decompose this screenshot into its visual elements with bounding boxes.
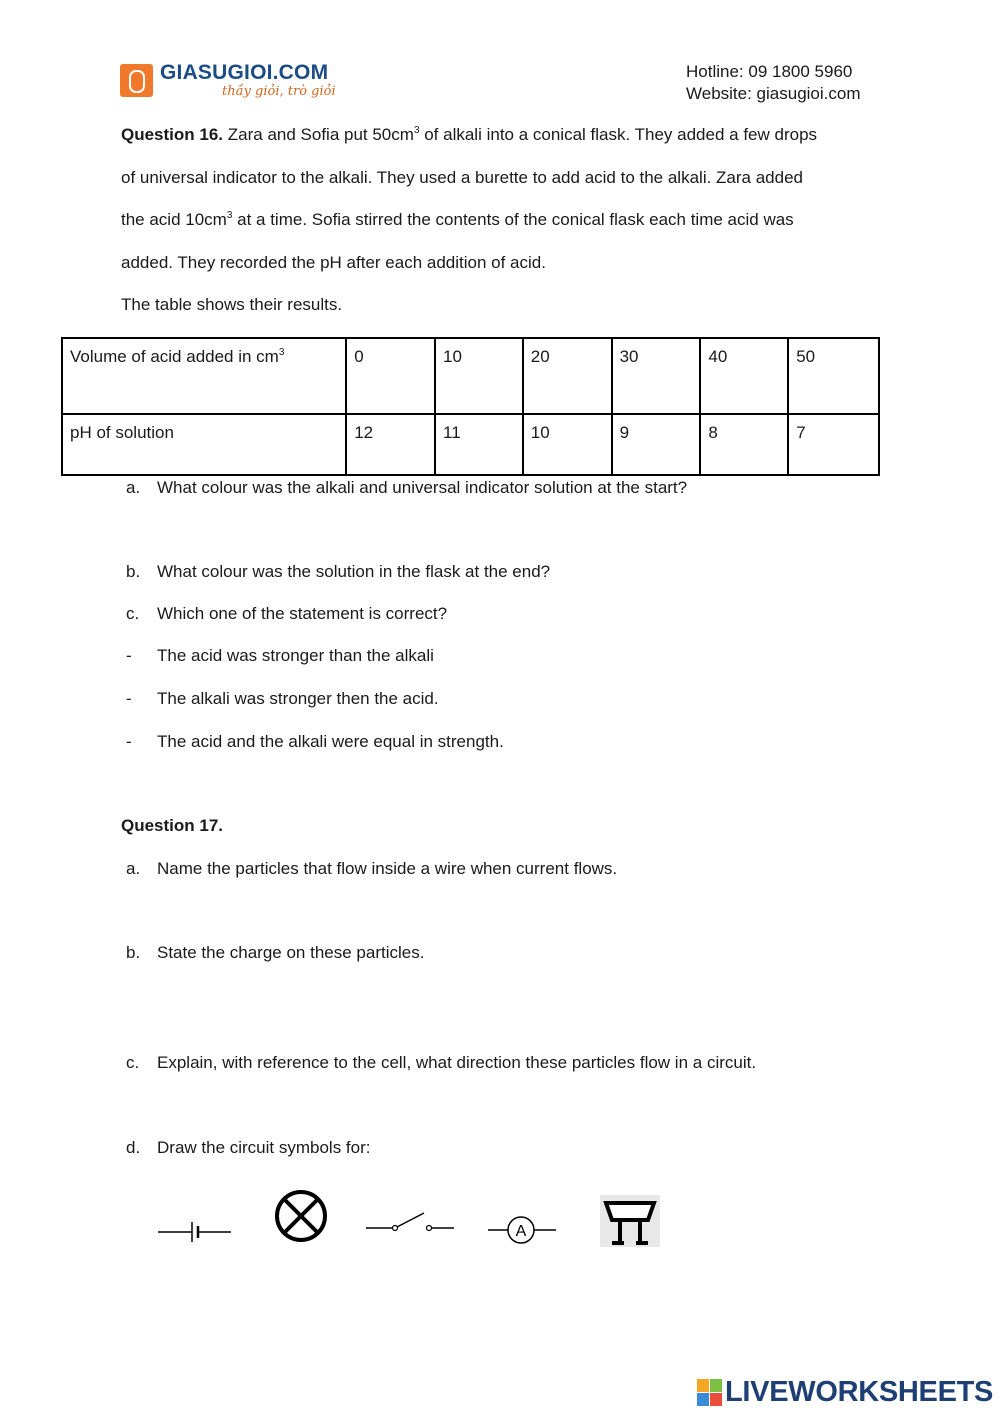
q16-text: Zara and Sofia put 50cm [227,125,414,144]
volume-cell: 10 [435,338,523,414]
q16-heading: Question 16. [121,125,224,144]
q17-part-a [126,859,617,879]
q17-heading-text: Question 17. [121,816,224,835]
part-label: c. [126,1053,140,1072]
watermark-text: LIVEWORKSHEETS [725,1376,994,1408]
brand-name: GIASUGIOI.COM [160,61,329,84]
q16-line-2: of universal indicator to the alkali. They used a burette to add acid to the alkali. Zara added [121,168,803,187]
part-label: b. [126,943,141,962]
website: Website: giasugioi.com [686,84,861,103]
q16-line-3 [121,210,794,230]
option-text: The alkali was stronger then the acid. [157,689,439,708]
volume-cell: 20 [523,338,612,414]
superscript: 3 [278,347,285,358]
part-text: What colour was the solution in the flask at the end? [157,562,551,581]
ph-cell: 9 [612,414,701,475]
brand-logo [120,60,360,108]
part-text: What colour was the alkali and universal indicator solution at the start? [157,478,688,497]
superscript: 3 [413,125,420,136]
option-bullet: - [126,689,132,708]
ph-header-cell: pH of solution [62,414,346,475]
part-text: Explain, with reference to the cell, what direction these particles flow in a circuit. [157,1053,757,1072]
cup-symbol-icon [600,1185,660,1250]
q17-part-c [126,1053,756,1073]
results-table [61,337,880,476]
q16-part-c [126,604,447,624]
volume-cell: 50 [788,338,879,414]
hotline: Hotline: 09 1800 5960 [686,62,853,81]
volume-header-cell [62,338,346,414]
part-text: Which one of the statement is correct? [157,604,448,623]
switch-symbol-icon [363,1185,458,1275]
q16-part-a [126,478,687,498]
q16-option [126,646,434,666]
q16-text: at a time. Sofia stirred the contents of the conical flask each time acid was [232,210,794,229]
volume-cell: 0 [346,338,435,414]
q16-option [126,689,439,709]
liveworksheets-logo-icon [697,1379,723,1409]
q17-part-b [126,943,424,963]
option-bullet: - [126,732,132,751]
superscript: 3 [226,210,233,221]
ph-cell: 11 [435,414,523,475]
volume-label: Volume of acid added in cm [70,347,279,366]
brand-tagline: thầy giỏi, trò giỏi [222,84,336,99]
ammeter-symbol-icon [485,1185,560,1275]
q16-text: of alkali into a conical flask. They added a few drops [419,125,818,144]
option-text: The acid was stronger than the alkali [157,646,434,665]
part-label: b. [126,562,141,581]
ammeter-letter: A [515,1223,527,1240]
contact-info [686,61,861,105]
option-bullet: - [126,646,132,665]
q16-option [126,732,504,752]
q16-line-1 [121,125,817,145]
option-text: The acid and the alkali were equal in strength. [157,732,504,751]
ph-cell: 8 [700,414,788,475]
part-label: a. [126,859,141,878]
ph-cell: 7 [788,414,879,475]
part-label: c. [126,604,140,623]
table-row [62,414,879,475]
ph-cell: 10 [523,414,612,475]
q17-part-d [126,1138,371,1158]
paperclip-logo-icon [120,64,153,97]
part-text: Draw the circuit symbols for: [157,1138,371,1157]
q16-text: the acid 10cm [121,210,227,229]
q16-line-4: added. They recorded the pH after each addition of acid. [121,253,546,272]
ph-cell: 12 [346,414,435,475]
lamp-symbol-icon [270,1185,335,1250]
cell-symbol-icon [155,1185,235,1275]
volume-cell: 30 [612,338,701,414]
q17-heading [121,816,223,836]
part-label: a. [126,478,141,497]
q16-part-b [126,562,550,582]
volume-cell: 40 [700,338,788,414]
part-text: Name the particles that flow inside a wire when current flows. [157,859,618,878]
part-text: State the charge on these particles. [157,943,425,962]
table-intro: The table shows their results. [121,295,343,314]
part-label: d. [126,1138,141,1157]
table-row [62,338,879,414]
